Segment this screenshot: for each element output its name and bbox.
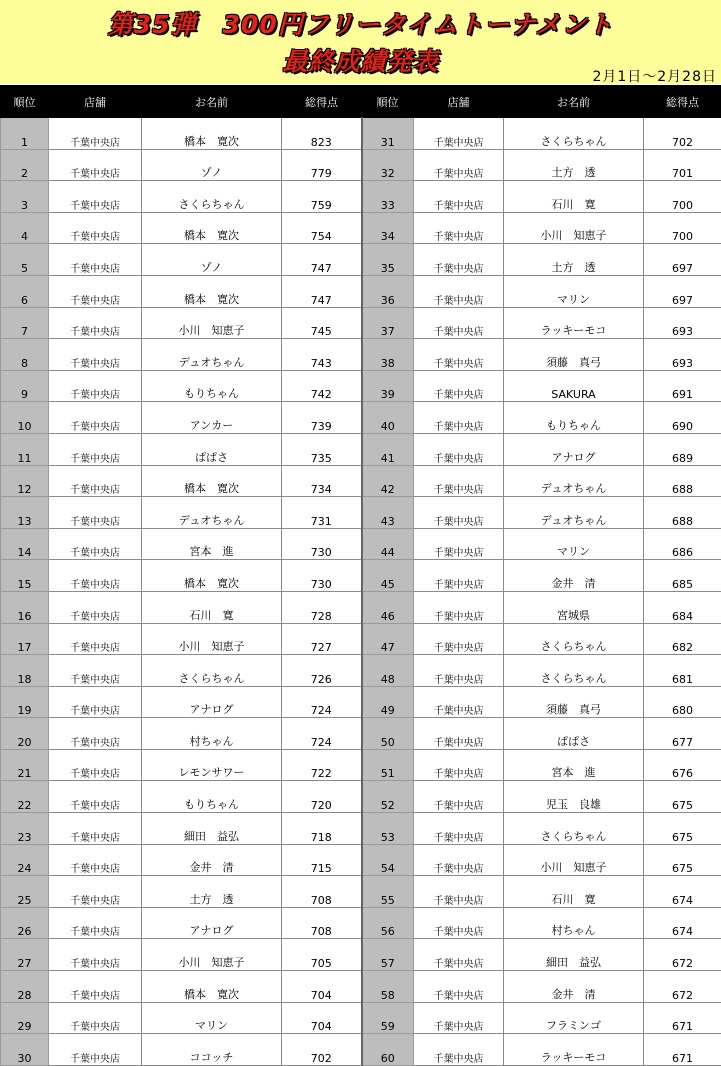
score-cell: 675 <box>644 813 721 845</box>
score-cell: 823 <box>282 118 362 150</box>
name-cell: デュオちゃん <box>504 465 644 497</box>
store-cell: 千葉中央店 <box>49 1002 142 1034</box>
store-cell: 千葉中央店 <box>49 749 142 781</box>
store-cell: 千葉中央店 <box>414 876 504 908</box>
score-cell: 743 <box>282 339 362 371</box>
store-cell: 千葉中央店 <box>49 181 142 213</box>
score-cell: 747 <box>282 275 362 307</box>
rank-cell: 22 <box>1 781 49 813</box>
score-cell: 754 <box>282 212 362 244</box>
rank-cell: 47 <box>362 623 414 655</box>
name-cell: アナログ <box>142 907 282 939</box>
name-cell: 小川 知恵子 <box>142 939 282 971</box>
name-cell: 小川 知恵子 <box>142 623 282 655</box>
score-cell: 708 <box>282 876 362 908</box>
table-row <box>1 497 721 529</box>
rank-cell: 50 <box>362 718 414 750</box>
rank-cell: 24 <box>1 844 49 876</box>
name-cell: 細田 益弘 <box>142 813 282 845</box>
column-header-store: 店舗 <box>49 86 142 118</box>
name-cell: さくらちゃん <box>504 118 644 150</box>
store-cell: 千葉中央店 <box>49 907 142 939</box>
name-cell: 宮本 進 <box>504 749 644 781</box>
rank-cell: 3 <box>1 181 49 213</box>
table-row <box>1 307 721 339</box>
table-row <box>1 718 721 750</box>
name-cell: もりちゃん <box>142 781 282 813</box>
store-cell: 千葉中央店 <box>49 844 142 876</box>
table-row <box>1 370 721 402</box>
name-cell: ぱぱさ <box>142 433 282 465</box>
rank-cell: 42 <box>362 465 414 497</box>
name-cell: さくらちゃん <box>142 181 282 213</box>
table-row <box>1 623 721 655</box>
name-cell: マリン <box>504 275 644 307</box>
score-cell: 705 <box>282 939 362 971</box>
table-row <box>1 149 721 181</box>
store-cell: 千葉中央店 <box>49 497 142 529</box>
table-row <box>1 844 721 876</box>
store-cell: 千葉中央店 <box>414 118 504 150</box>
store-cell: 千葉中央店 <box>414 655 504 687</box>
score-cell: 691 <box>644 370 721 402</box>
store-cell: 千葉中央店 <box>414 686 504 718</box>
rank-cell: 49 <box>362 686 414 718</box>
name-cell: 細田 益弘 <box>504 939 644 971</box>
name-cell: ラッキーモコ <box>504 307 644 339</box>
store-cell: 千葉中央店 <box>49 1034 142 1066</box>
table-row <box>1 971 721 1003</box>
score-cell: 702 <box>282 1034 362 1066</box>
rank-cell: 46 <box>362 591 414 623</box>
name-cell: さくらちゃん <box>504 655 644 687</box>
rank-cell: 1 <box>1 118 49 150</box>
name-cell: 橋本 寛次 <box>142 275 282 307</box>
score-cell: 734 <box>282 465 362 497</box>
rank-cell: 7 <box>1 307 49 339</box>
score-cell: 735 <box>282 433 362 465</box>
score-cell: 759 <box>282 181 362 213</box>
table-row <box>1 402 721 434</box>
name-cell: 石川 寛 <box>142 591 282 623</box>
store-cell: 千葉中央店 <box>49 244 142 276</box>
table-row <box>1 655 721 687</box>
column-header-score: 総得点 <box>644 86 721 118</box>
name-cell: 須藤 真弓 <box>504 686 644 718</box>
store-cell: 千葉中央店 <box>414 591 504 623</box>
store-cell: 千葉中央店 <box>49 623 142 655</box>
ranking-table-body <box>1 118 721 1066</box>
name-cell: マリン <box>504 528 644 560</box>
table-row <box>1 433 721 465</box>
rank-cell: 28 <box>1 971 49 1003</box>
rank-cell: 60 <box>362 1034 414 1066</box>
table-row <box>1 813 721 845</box>
rank-cell: 14 <box>1 528 49 560</box>
store-cell: 千葉中央店 <box>414 844 504 876</box>
table-row <box>1 1034 721 1066</box>
rank-cell: 45 <box>362 560 414 592</box>
name-cell: 橋本 寛次 <box>142 465 282 497</box>
store-cell: 千葉中央店 <box>414 212 504 244</box>
rank-cell: 36 <box>362 275 414 307</box>
rank-cell: 16 <box>1 591 49 623</box>
score-cell: 704 <box>282 1002 362 1034</box>
table-row <box>1 212 721 244</box>
rank-cell: 19 <box>1 686 49 718</box>
table-row <box>1 749 721 781</box>
score-cell: 688 <box>644 497 721 529</box>
rank-cell: 56 <box>362 907 414 939</box>
score-cell: 702 <box>644 118 721 150</box>
name-cell: もりちゃん <box>504 402 644 434</box>
score-cell: 727 <box>282 623 362 655</box>
score-cell: 724 <box>282 718 362 750</box>
rank-cell: 32 <box>362 149 414 181</box>
score-cell: 730 <box>282 528 362 560</box>
store-cell: 千葉中央店 <box>414 307 504 339</box>
name-cell: 土方 透 <box>142 876 282 908</box>
store-cell: 千葉中央店 <box>49 339 142 371</box>
score-cell: 674 <box>644 907 721 939</box>
score-cell: 720 <box>282 781 362 813</box>
name-cell: 金井 清 <box>504 560 644 592</box>
score-cell: 693 <box>644 307 721 339</box>
name-cell: 小川 知恵子 <box>504 844 644 876</box>
store-cell: 千葉中央店 <box>414 907 504 939</box>
rank-cell: 13 <box>1 497 49 529</box>
store-cell: 千葉中央店 <box>49 275 142 307</box>
table-row <box>1 181 721 213</box>
rank-cell: 59 <box>362 1002 414 1034</box>
name-cell: 橋本 寛次 <box>142 118 282 150</box>
store-cell: 千葉中央店 <box>49 876 142 908</box>
score-cell: 681 <box>644 655 721 687</box>
store-cell: 千葉中央店 <box>49 528 142 560</box>
page-subtitle: 最終成績発表 <box>0 42 721 78</box>
rank-cell: 23 <box>1 813 49 845</box>
store-cell: 千葉中央店 <box>414 370 504 402</box>
rank-cell: 34 <box>362 212 414 244</box>
column-header-name: お名前 <box>504 86 644 118</box>
rank-cell: 2 <box>1 149 49 181</box>
score-cell: 672 <box>644 939 721 971</box>
name-cell: レモンサワー <box>142 749 282 781</box>
name-cell: 小川 知恵子 <box>504 212 644 244</box>
score-cell: 676 <box>644 749 721 781</box>
name-cell: もりちゃん <box>142 370 282 402</box>
rank-cell: 48 <box>362 655 414 687</box>
score-cell: 700 <box>644 212 721 244</box>
store-cell: 千葉中央店 <box>414 465 504 497</box>
table-row <box>1 528 721 560</box>
name-cell: 小川 知恵子 <box>142 307 282 339</box>
name-cell: 村ちゃん <box>142 718 282 750</box>
store-cell: 千葉中央店 <box>414 749 504 781</box>
name-cell: 宮本 進 <box>142 528 282 560</box>
store-cell: 千葉中央店 <box>414 339 504 371</box>
rank-cell: 18 <box>1 655 49 687</box>
score-cell: 722 <box>282 749 362 781</box>
name-cell: アンカー <box>142 402 282 434</box>
column-header-score: 総得点 <box>282 86 362 118</box>
rank-cell: 5 <box>1 244 49 276</box>
store-cell: 千葉中央店 <box>49 433 142 465</box>
table-header-row <box>1 86 721 118</box>
name-cell: 橋本 寛次 <box>142 971 282 1003</box>
score-cell: 697 <box>644 275 721 307</box>
period-label: 2月1日～2月28日 <box>592 66 717 86</box>
table-row <box>1 275 721 307</box>
score-cell: 779 <box>282 149 362 181</box>
store-cell: 千葉中央店 <box>49 718 142 750</box>
store-cell: 千葉中央店 <box>414 971 504 1003</box>
rank-cell: 21 <box>1 749 49 781</box>
rank-cell: 57 <box>362 939 414 971</box>
column-header-name: お名前 <box>142 86 282 118</box>
name-cell: アナログ <box>142 686 282 718</box>
name-cell: 石川 寛 <box>504 181 644 213</box>
store-cell: 千葉中央店 <box>414 433 504 465</box>
score-cell: 690 <box>644 402 721 434</box>
table-row <box>1 339 721 371</box>
store-cell: 千葉中央店 <box>49 781 142 813</box>
score-cell: 747 <box>282 244 362 276</box>
table-row <box>1 118 721 150</box>
store-cell: 千葉中央店 <box>414 813 504 845</box>
rank-cell: 9 <box>1 370 49 402</box>
column-header-rank: 順位 <box>362 86 414 118</box>
name-cell: ココッチ <box>142 1034 282 1066</box>
score-cell: 728 <box>282 591 362 623</box>
rank-cell: 53 <box>362 813 414 845</box>
name-cell: 金井 清 <box>142 844 282 876</box>
score-cell: 742 <box>282 370 362 402</box>
rank-cell: 51 <box>362 749 414 781</box>
name-cell: デュオちゃん <box>142 497 282 529</box>
store-cell: 千葉中央店 <box>49 686 142 718</box>
score-cell: 724 <box>282 686 362 718</box>
score-cell: 739 <box>282 402 362 434</box>
name-cell: さくらちゃん <box>504 813 644 845</box>
name-cell: 村ちゃん <box>504 907 644 939</box>
store-cell: 千葉中央店 <box>49 813 142 845</box>
store-cell: 千葉中央店 <box>49 560 142 592</box>
name-cell: デュオちゃん <box>142 339 282 371</box>
score-cell: 708 <box>282 907 362 939</box>
rank-cell: 44 <box>362 528 414 560</box>
store-cell: 千葉中央店 <box>49 118 142 150</box>
table-row <box>1 560 721 592</box>
store-cell: 千葉中央店 <box>49 939 142 971</box>
store-cell: 千葉中央店 <box>49 465 142 497</box>
rank-cell: 29 <box>1 1002 49 1034</box>
name-cell: 土方 透 <box>504 149 644 181</box>
table-row <box>1 465 721 497</box>
table-row <box>1 907 721 939</box>
store-cell: 千葉中央店 <box>49 971 142 1003</box>
rank-cell: 17 <box>1 623 49 655</box>
rank-cell: 52 <box>362 781 414 813</box>
store-cell: 千葉中央店 <box>49 655 142 687</box>
score-cell: 704 <box>282 971 362 1003</box>
store-cell: 千葉中央店 <box>414 623 504 655</box>
score-cell: 675 <box>644 844 721 876</box>
name-cell: ゾノ <box>142 244 282 276</box>
score-cell: 726 <box>282 655 362 687</box>
name-cell: 須藤 真弓 <box>504 339 644 371</box>
score-cell: 693 <box>644 339 721 371</box>
name-cell: ラッキーモコ <box>504 1034 644 1066</box>
name-cell: 橋本 寛次 <box>142 560 282 592</box>
rank-cell: 40 <box>362 402 414 434</box>
score-cell: 701 <box>644 149 721 181</box>
name-cell: さくらちゃん <box>142 655 282 687</box>
store-cell: 千葉中央店 <box>414 275 504 307</box>
rank-cell: 35 <box>362 244 414 276</box>
rank-cell: 4 <box>1 212 49 244</box>
store-cell: 千葉中央店 <box>414 149 504 181</box>
score-cell: 700 <box>644 181 721 213</box>
store-cell: 千葉中央店 <box>414 244 504 276</box>
column-header-rank: 順位 <box>1 86 49 118</box>
rank-cell: 33 <box>362 181 414 213</box>
rank-cell: 43 <box>362 497 414 529</box>
rank-cell: 27 <box>1 939 49 971</box>
store-cell: 千葉中央店 <box>414 402 504 434</box>
rank-cell: 8 <box>1 339 49 371</box>
name-cell: ぱぱさ <box>504 718 644 750</box>
rank-cell: 12 <box>1 465 49 497</box>
rank-cell: 37 <box>362 307 414 339</box>
score-cell: 688 <box>644 465 721 497</box>
store-cell: 千葉中央店 <box>49 212 142 244</box>
score-cell: 685 <box>644 560 721 592</box>
score-cell: 686 <box>644 528 721 560</box>
rank-cell: 39 <box>362 370 414 402</box>
score-cell: 674 <box>644 876 721 908</box>
store-cell: 千葉中央店 <box>414 528 504 560</box>
score-cell: 680 <box>644 686 721 718</box>
rank-cell: 31 <box>362 118 414 150</box>
rank-cell: 55 <box>362 876 414 908</box>
column-header-store: 店舗 <box>414 86 504 118</box>
score-cell: 697 <box>644 244 721 276</box>
page-title: 第35弾 300円フリータイムトーナメント <box>0 5 721 41</box>
name-cell: ゾノ <box>142 149 282 181</box>
store-cell: 千葉中央店 <box>414 181 504 213</box>
name-cell: アナログ <box>504 433 644 465</box>
score-cell: 677 <box>644 718 721 750</box>
store-cell: 千葉中央店 <box>414 1002 504 1034</box>
rank-cell: 30 <box>1 1034 49 1066</box>
rank-cell: 41 <box>362 433 414 465</box>
store-cell: 千葉中央店 <box>414 560 504 592</box>
score-cell: 672 <box>644 971 721 1003</box>
store-cell: 千葉中央店 <box>414 718 504 750</box>
name-cell: フラミンゴ <box>504 1002 644 1034</box>
name-cell: 石川 寛 <box>504 876 644 908</box>
store-cell: 千葉中央店 <box>49 307 142 339</box>
table-row <box>1 244 721 276</box>
name-cell: 宮城県 <box>504 591 644 623</box>
rank-cell: 25 <box>1 876 49 908</box>
ranking-table <box>0 85 721 1066</box>
rank-cell: 20 <box>1 718 49 750</box>
store-cell: 千葉中央店 <box>49 591 142 623</box>
store-cell: 千葉中央店 <box>49 149 142 181</box>
store-cell: 千葉中央店 <box>49 370 142 402</box>
rank-cell: 11 <box>1 433 49 465</box>
name-cell: 土方 透 <box>504 244 644 276</box>
score-cell: 745 <box>282 307 362 339</box>
score-cell: 718 <box>282 813 362 845</box>
store-cell: 千葉中央店 <box>49 402 142 434</box>
score-cell: 730 <box>282 560 362 592</box>
table-row <box>1 1002 721 1034</box>
rank-cell: 26 <box>1 907 49 939</box>
table-row <box>1 781 721 813</box>
store-cell: 千葉中央店 <box>414 497 504 529</box>
rank-cell: 58 <box>362 971 414 1003</box>
rank-cell: 6 <box>1 275 49 307</box>
rank-cell: 15 <box>1 560 49 592</box>
rank-cell: 10 <box>1 402 49 434</box>
score-cell: 715 <box>282 844 362 876</box>
rank-cell: 54 <box>362 844 414 876</box>
table-row <box>1 876 721 908</box>
score-cell: 671 <box>644 1002 721 1034</box>
rank-cell: 38 <box>362 339 414 371</box>
store-cell: 千葉中央店 <box>414 1034 504 1066</box>
score-cell: 671 <box>644 1034 721 1066</box>
name-cell: 橋本 寛次 <box>142 212 282 244</box>
name-cell: 児玉 良雄 <box>504 781 644 813</box>
table-row <box>1 591 721 623</box>
score-cell: 675 <box>644 781 721 813</box>
store-cell: 千葉中央店 <box>414 939 504 971</box>
score-cell: 682 <box>644 623 721 655</box>
name-cell: マリン <box>142 1002 282 1034</box>
score-cell: 731 <box>282 497 362 529</box>
score-cell: 689 <box>644 433 721 465</box>
title-banner <box>0 0 721 84</box>
table-row <box>1 686 721 718</box>
store-cell: 千葉中央店 <box>414 781 504 813</box>
table-row <box>1 939 721 971</box>
score-cell: 684 <box>644 591 721 623</box>
name-cell: デュオちゃん <box>504 497 644 529</box>
name-cell: SAKURA <box>504 370 644 402</box>
name-cell: さくらちゃん <box>504 623 644 655</box>
name-cell: 金井 清 <box>504 971 644 1003</box>
